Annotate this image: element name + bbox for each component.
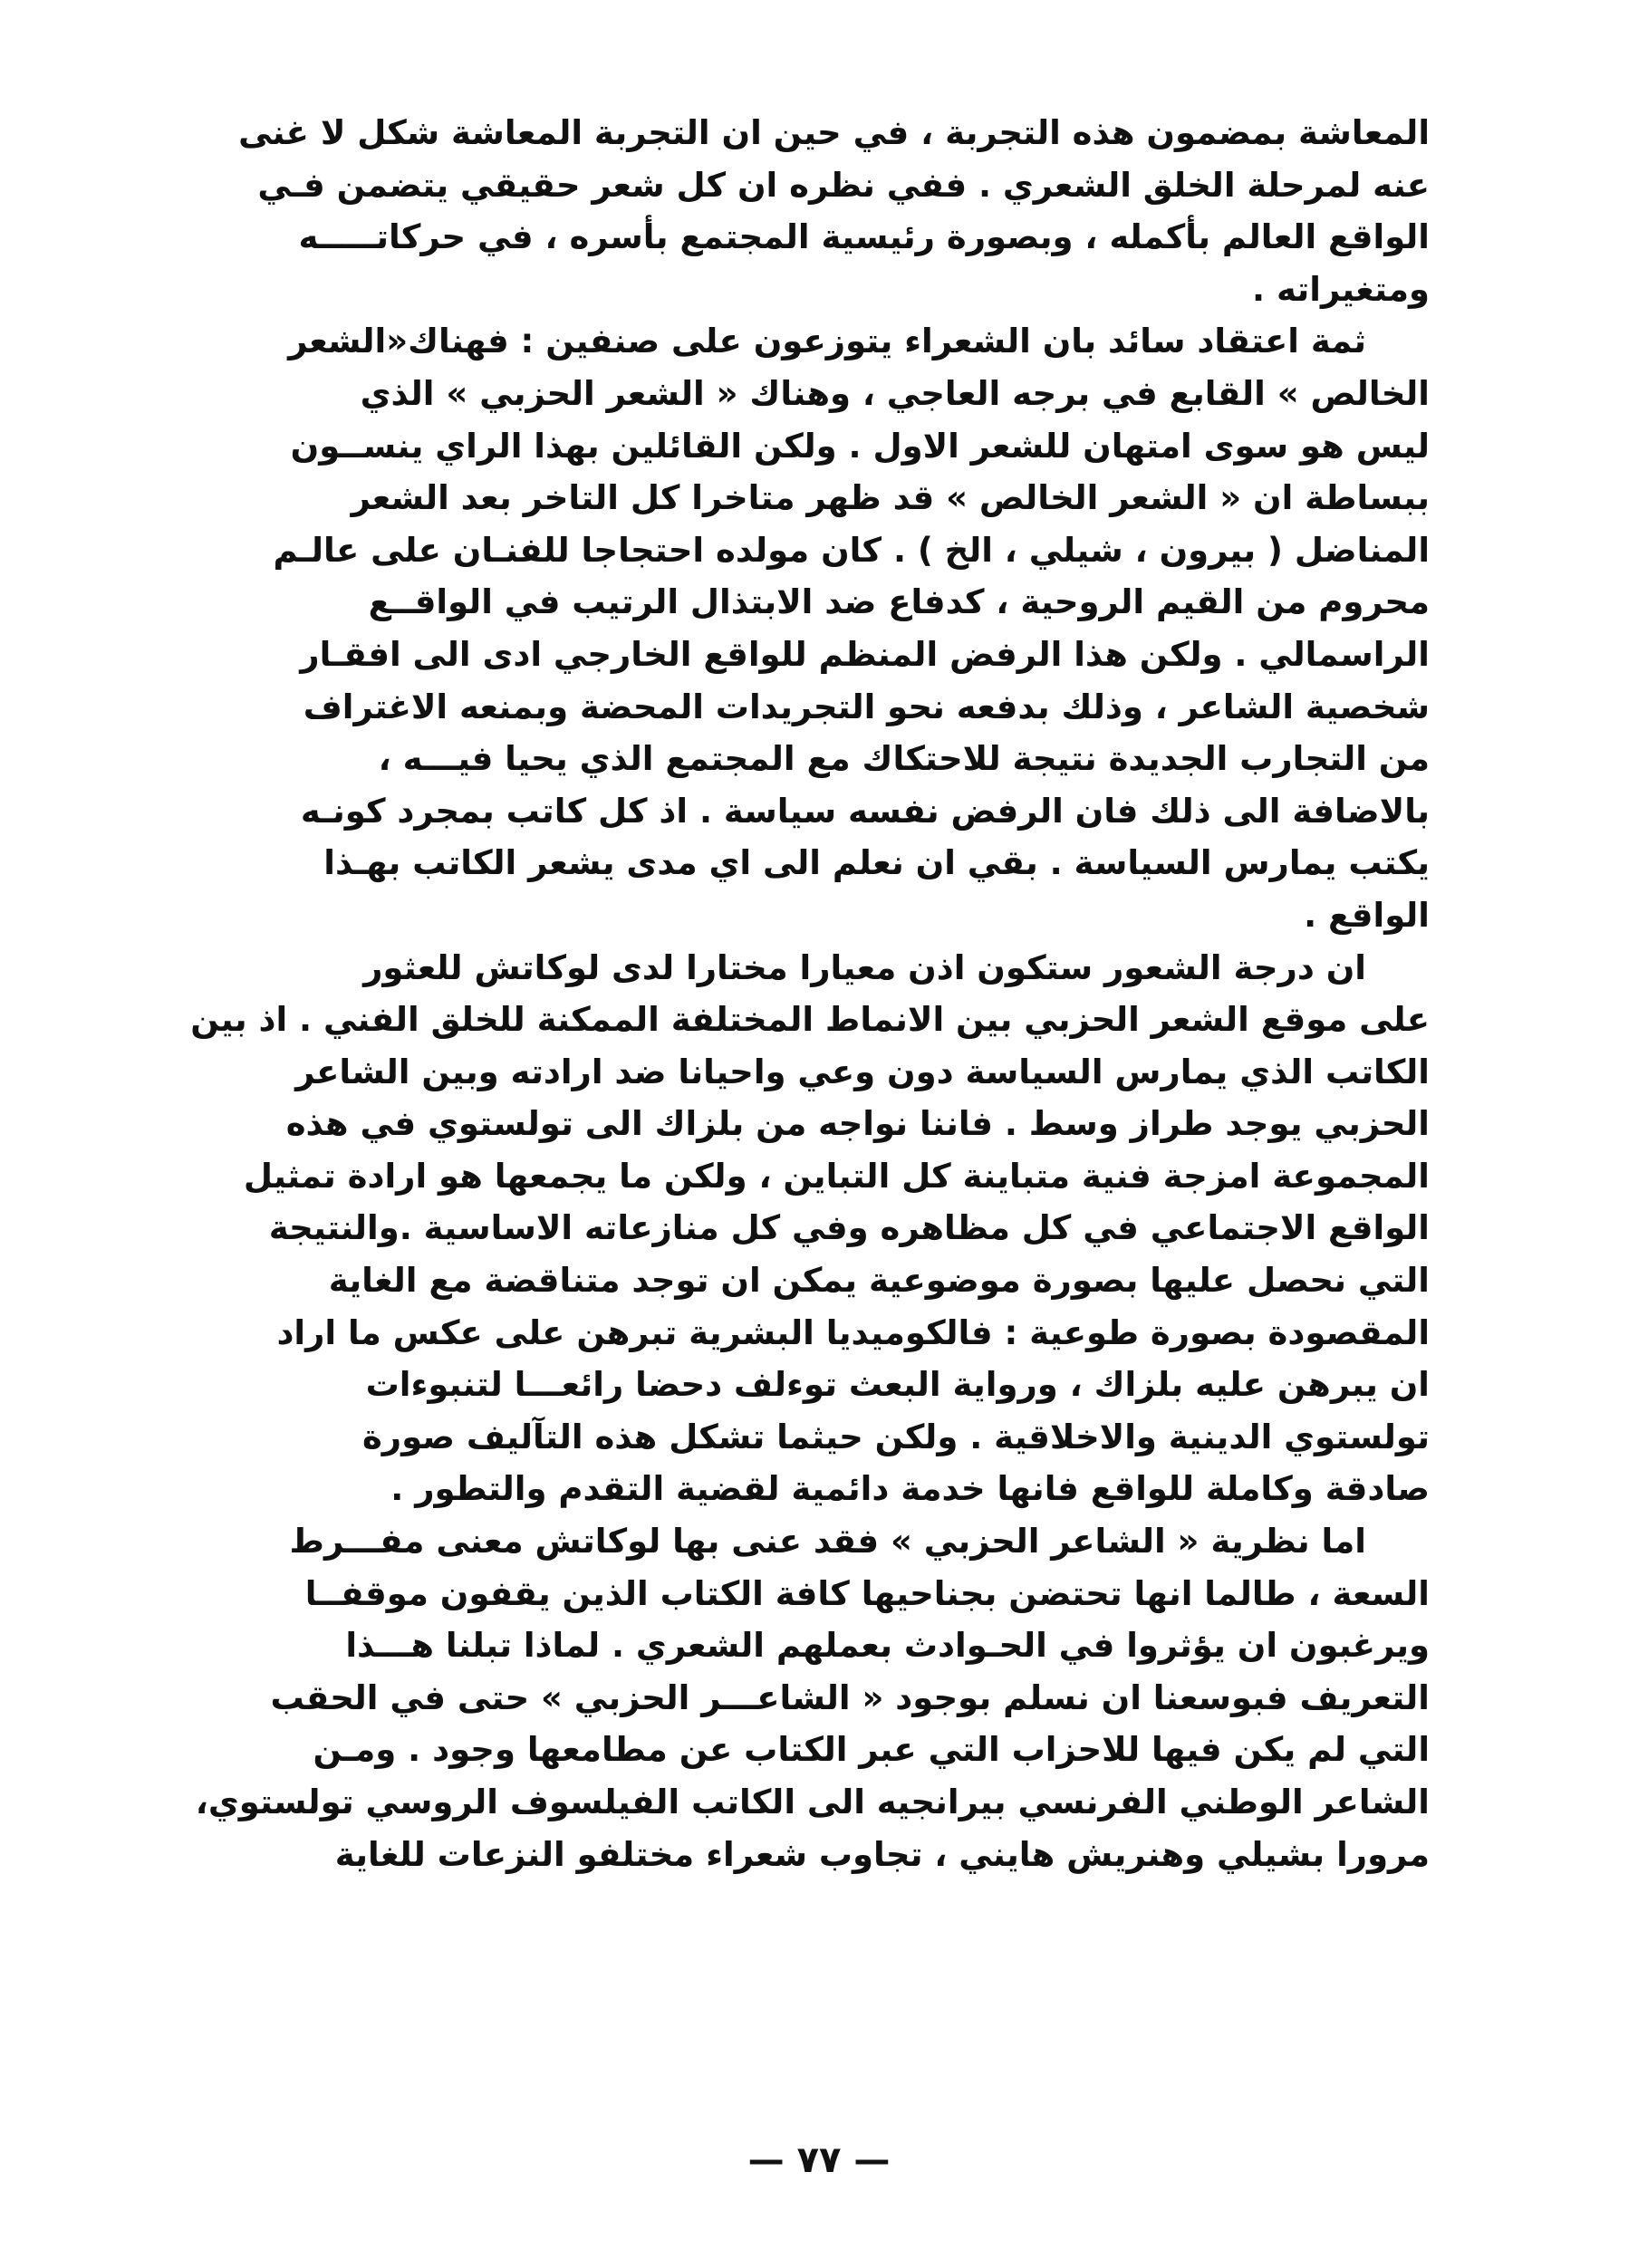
text-line: المناضل ( بيرون ، شيلي ، الخ ) . كان مولده احتجاجا للفنـان على عالـم bbox=[273, 530, 1430, 570]
text-line: الشاعر الوطني الفرنسي بيرانجيه الى الكاتب الفيلسوف الروسي تولستوي، bbox=[195, 1783, 1430, 1821]
text-line: الواقع الاجتماعي في كل مظاهره وفي كل منازعاته الاساسية .والنتيجة bbox=[268, 1208, 1430, 1248]
text-line: الكاتب الذي يمارس السياسة دون وعي واحيانا ضد ارادته وبين الشاعر bbox=[295, 1052, 1430, 1091]
text-line: عنه لمرحلة الخلق الشعري . ففي نظره ان كل شعر حقيقي يتضمن فـي bbox=[257, 165, 1430, 205]
text-line: التعريف فبوسعنا ان نسلم بوجود « الشاعـــر الحزبي » حتى في الحقب bbox=[270, 1677, 1430, 1717]
text-line: ليس هو سوى امتهان للشعر الاول . ولكن القائلين بهذا الراي ينســون bbox=[290, 426, 1430, 466]
text-line: الخالص » القابع في برجه العاجي ، وهناك « الشعر الحزبي » الذي bbox=[360, 373, 1430, 413]
paragraph-first-line: ان درجة الشعور ستكون اذن معيارا مختارا لدى لوكاتش للعثور bbox=[363, 947, 1366, 987]
text-line: يكتب يمارس السياسة . بقي ان نعلم الى اي مدى يشعر الكاتب بهـذا bbox=[323, 843, 1430, 883]
text-line: شخصية الشاعر ، وذلك بدفعه نحو التجريدات المحضة وبمنعه الاغتراف bbox=[303, 687, 1430, 726]
text-line: بالاضافة الى ذلك فان الرفض نفسه سياسة . اذ كل كاتب بمجرد كونـه bbox=[300, 791, 1430, 831]
text-line: المجموعة امزجة فنية متباينة كل التباين ، ولكن ما يجمعها هو ارادة تمثيل bbox=[243, 1156, 1430, 1196]
body-text bbox=[190, 107, 1430, 2063]
page-number: — ٧٧ — bbox=[747, 2139, 891, 2181]
text-line: مرورا بشيلي وهنريش هايني ، تجاوب شعراء مختلفو النزعات للغاية bbox=[334, 1834, 1430, 1874]
text-line: ببساطة ان « الشعر الخالص » قد ظهر متاخرا كل التاخر بعد الشعر bbox=[351, 478, 1430, 518]
text-line: على موقع الشعر الحزبي بين الانماط المختلفة الممكنة للخلق الفني . اذ بين bbox=[190, 1000, 1430, 1040]
text-line: الراسمالي . ولكن هذا الرفض المنظم للواقع الخارجي ادى الى افقـار bbox=[300, 634, 1430, 674]
text-line: الواقع . bbox=[1304, 895, 1430, 935]
text-line: الواقع العالم بأكمله ، وبصورة رئيسية المجتمع بأسره ، في حركاتـــــه bbox=[298, 217, 1430, 257]
text-line: صادقة وكاملة للواقع فانها خدمة دائمية لقضية التقدم والتطور . bbox=[390, 1469, 1430, 1509]
text-line: ومتغيراته . bbox=[1252, 269, 1430, 309]
text-line: التي لم يكن فيها للاحزاب التي عبر الكتاب عن مطامعها وجود . ومـن bbox=[313, 1730, 1430, 1770]
text-line: التي نحصل عليها بصورة موضوعية يمكن ان توجد متناقضة مع الغاية bbox=[328, 1261, 1430, 1301]
text-line: ان يبرهن عليه بلزاك ، ورواية البعث توءلف دحضا رائعـــا لتنبوءات bbox=[365, 1365, 1430, 1405]
text-line: المعاشة بمضمون هذه التجربة ، في حين ان التجربة المعاشة شكل لا غنى bbox=[238, 113, 1430, 152]
text-line: السعة ، طالما انها تحتضن بجناحيها كافة الكتاب الذين يقفون موقفــا bbox=[304, 1573, 1430, 1613]
text-line: محروم من القيم الروحية ، كدفاع ضد الابتذال الرتيب في الواقــع bbox=[368, 582, 1430, 622]
paragraph-first-line: ثمة اعتقاد سائد بان الشعراء يتوزعون على صنفين : فهناك«الشعر bbox=[288, 322, 1366, 361]
text-line: ويرغبون ان يؤثروا في الحـوادث بعملهم الشعري . لماذا تبلنا هـــذا bbox=[345, 1626, 1430, 1666]
text-line: الحزبي يوجد طراز وسط . فاننا نواجه من بلزاك الى تولستوي في هذه bbox=[285, 1104, 1430, 1144]
text-line: تولستوي الدينية والاخلاقية . ولكن حيثما تشكل هذه التآليف صورة bbox=[361, 1417, 1430, 1456]
paragraph-first-line: اما نظرية « الشاعر الحزبي » فقد عنى بها لوكاتش معنى مفـــرط bbox=[289, 1522, 1366, 1562]
text-line: من التجارب الجديدة نتيجة للاحتكاك مع المجتمع الذي يحيا فيـــه ، bbox=[378, 739, 1430, 779]
text-line: المقصودة بصورة طوعية : فالكوميديا البشرية تبرهن على عكس ما اراد bbox=[276, 1312, 1430, 1352]
